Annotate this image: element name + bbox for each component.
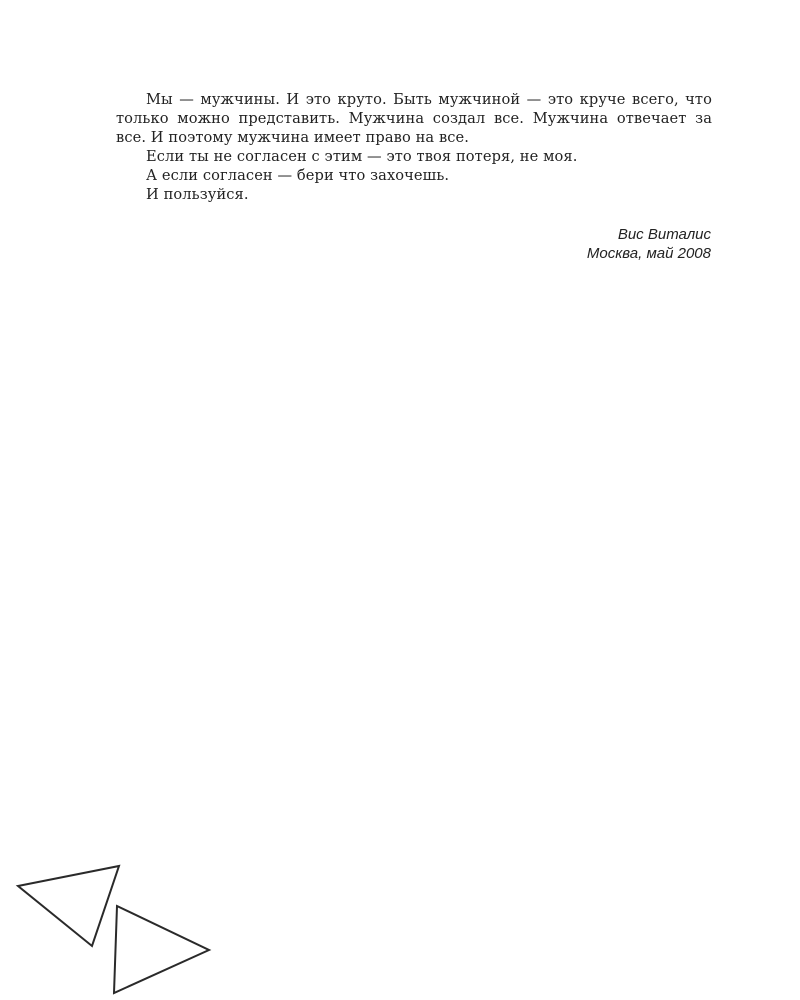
paragraph-3: А если согласен — бери что захочешь. — [146, 167, 450, 184]
author-name: Вис Виталис — [617, 226, 711, 243]
paragraph-1: Мы — мужчины. И это круто. Быть мужчиной — это круче всего, что только можно представить. Мужчина создал все. Мужчина отвечает за все. И поэтому мужчина имеет право на все. — [116, 91, 712, 146]
paragraph-4: И пользуйся. — [146, 186, 249, 203]
paragraph-2: Если ты не согласен с этим — это твоя потеря, не моя. — [146, 148, 578, 165]
body-text — [116, 90, 712, 204]
upper-triangle-icon — [18, 866, 119, 946]
place-date: Москва, май 2008 — [586, 245, 711, 262]
lower-triangle-icon — [114, 906, 209, 993]
signature-block — [116, 225, 711, 263]
triangles-decoration-icon — [0, 850, 240, 1000]
